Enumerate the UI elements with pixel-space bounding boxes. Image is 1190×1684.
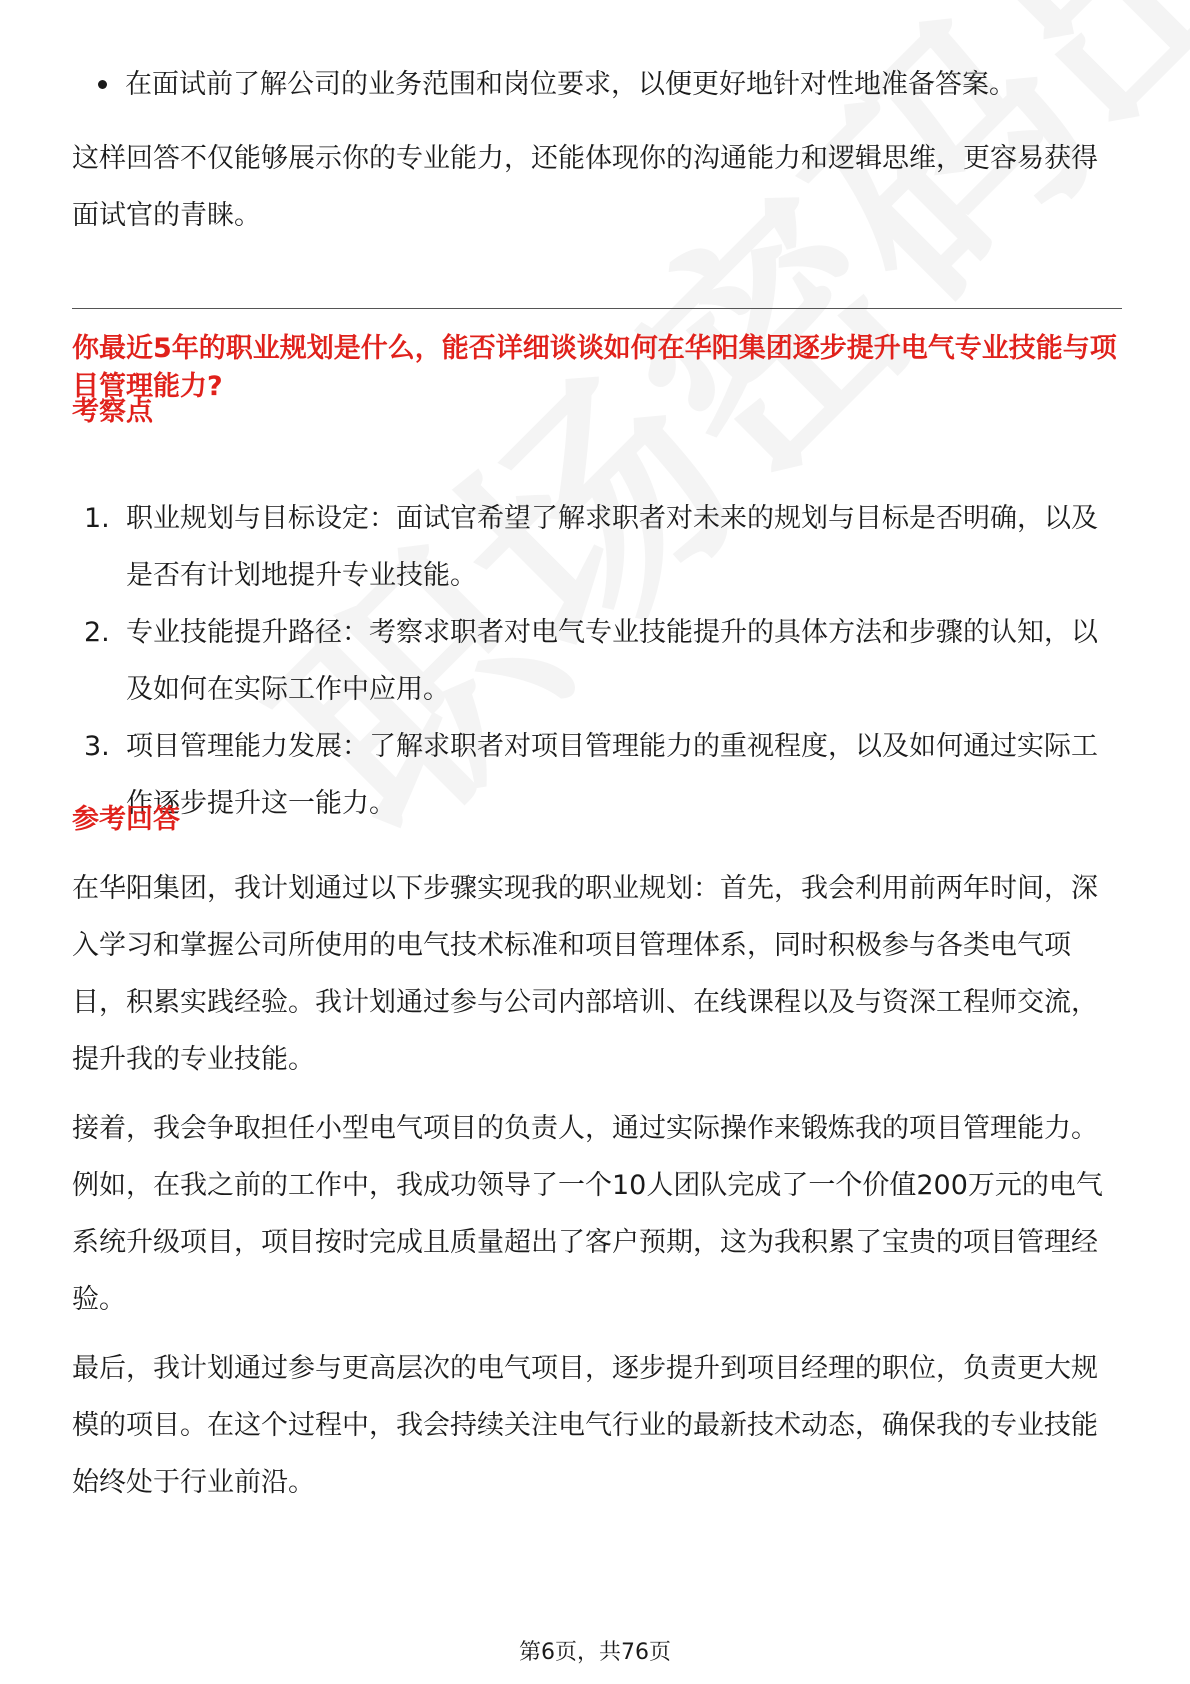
- page-number: 第6页，共76页: [519, 1640, 671, 1665]
- examine-heading: 考察点: [72, 396, 153, 427]
- list-number: 1.: [84, 503, 110, 534]
- bullet-dot-icon: [98, 80, 107, 89]
- list-item: [84, 718, 1124, 832]
- list-text: 项目管理能力发展：了解求职者对项目管理能力的重视程度，以及如何通过实际工作逐步提升这一能力。: [126, 731, 1098, 819]
- answer-paragraph: 最后，我计划通过参与更高层次的电气项目，逐步提升到项目经理的职位，负责更大规模的项目。在这个过程中，我会持续关注电气行业的最新技术动态，确保我的专业技能始终处于行业前沿。: [72, 1353, 1098, 1498]
- bullet-text: 在面试前了解公司的业务范围和岗位要求，以便更好地针对性地准备答案。: [125, 69, 1016, 100]
- answer-paragraph: 接着，我会争取担任小型电气项目的负责人，通过实际操作来锻炼我的项目管理能力。例如，在我之前的工作中，我成功领导了一个10人团队完成了一个价值200万元的电气系统升级项目，项目按时完成且质量超出了客户预期，这为我积累了宝贵的项目管理经验。: [72, 1113, 1103, 1315]
- list-item: [84, 604, 1124, 718]
- list-text: 专业技能提升路径：考察求职者对电气专业技能提升的具体方法和步骤的认知，以及如何在实际工作中应用。: [126, 617, 1098, 705]
- list-number: 3.: [84, 731, 110, 762]
- examine-list: [84, 490, 1124, 832]
- bullet-item: [98, 56, 1016, 113]
- answer-heading: 参考回答: [72, 804, 180, 835]
- list-item: [84, 490, 1124, 604]
- summary-paragraph: 这样回答不仅能够展示你的专业能力，还能体现你的沟通能力和逻辑思维，更容易获得面试官的青睐。: [72, 143, 1098, 231]
- list-number: 2.: [84, 617, 110, 648]
- question-heading: 你最近5年的职业规划是什么，能否详细谈谈如何在华阳集团逐步提升电气专业技能与项目管理能力?: [72, 333, 1117, 402]
- divider: [72, 308, 1122, 309]
- answer-paragraph: 在华阳集团，我计划通过以下步骤实现我的职业规划：首先，我会利用前两年时间，深入学习和掌握公司所使用的电气技术标准和项目管理体系，同时积极参与各类电气项目，积累实践经验。我计划通过参与公司内部培训、在线课程以及与资深工程师交流，提升我的专业技能。: [72, 873, 1098, 1075]
- list-text: 职业规划与目标设定：面试官希望了解求职者对未来的规划与目标是否明确，以及是否有计划地提升专业技能。: [126, 503, 1098, 591]
